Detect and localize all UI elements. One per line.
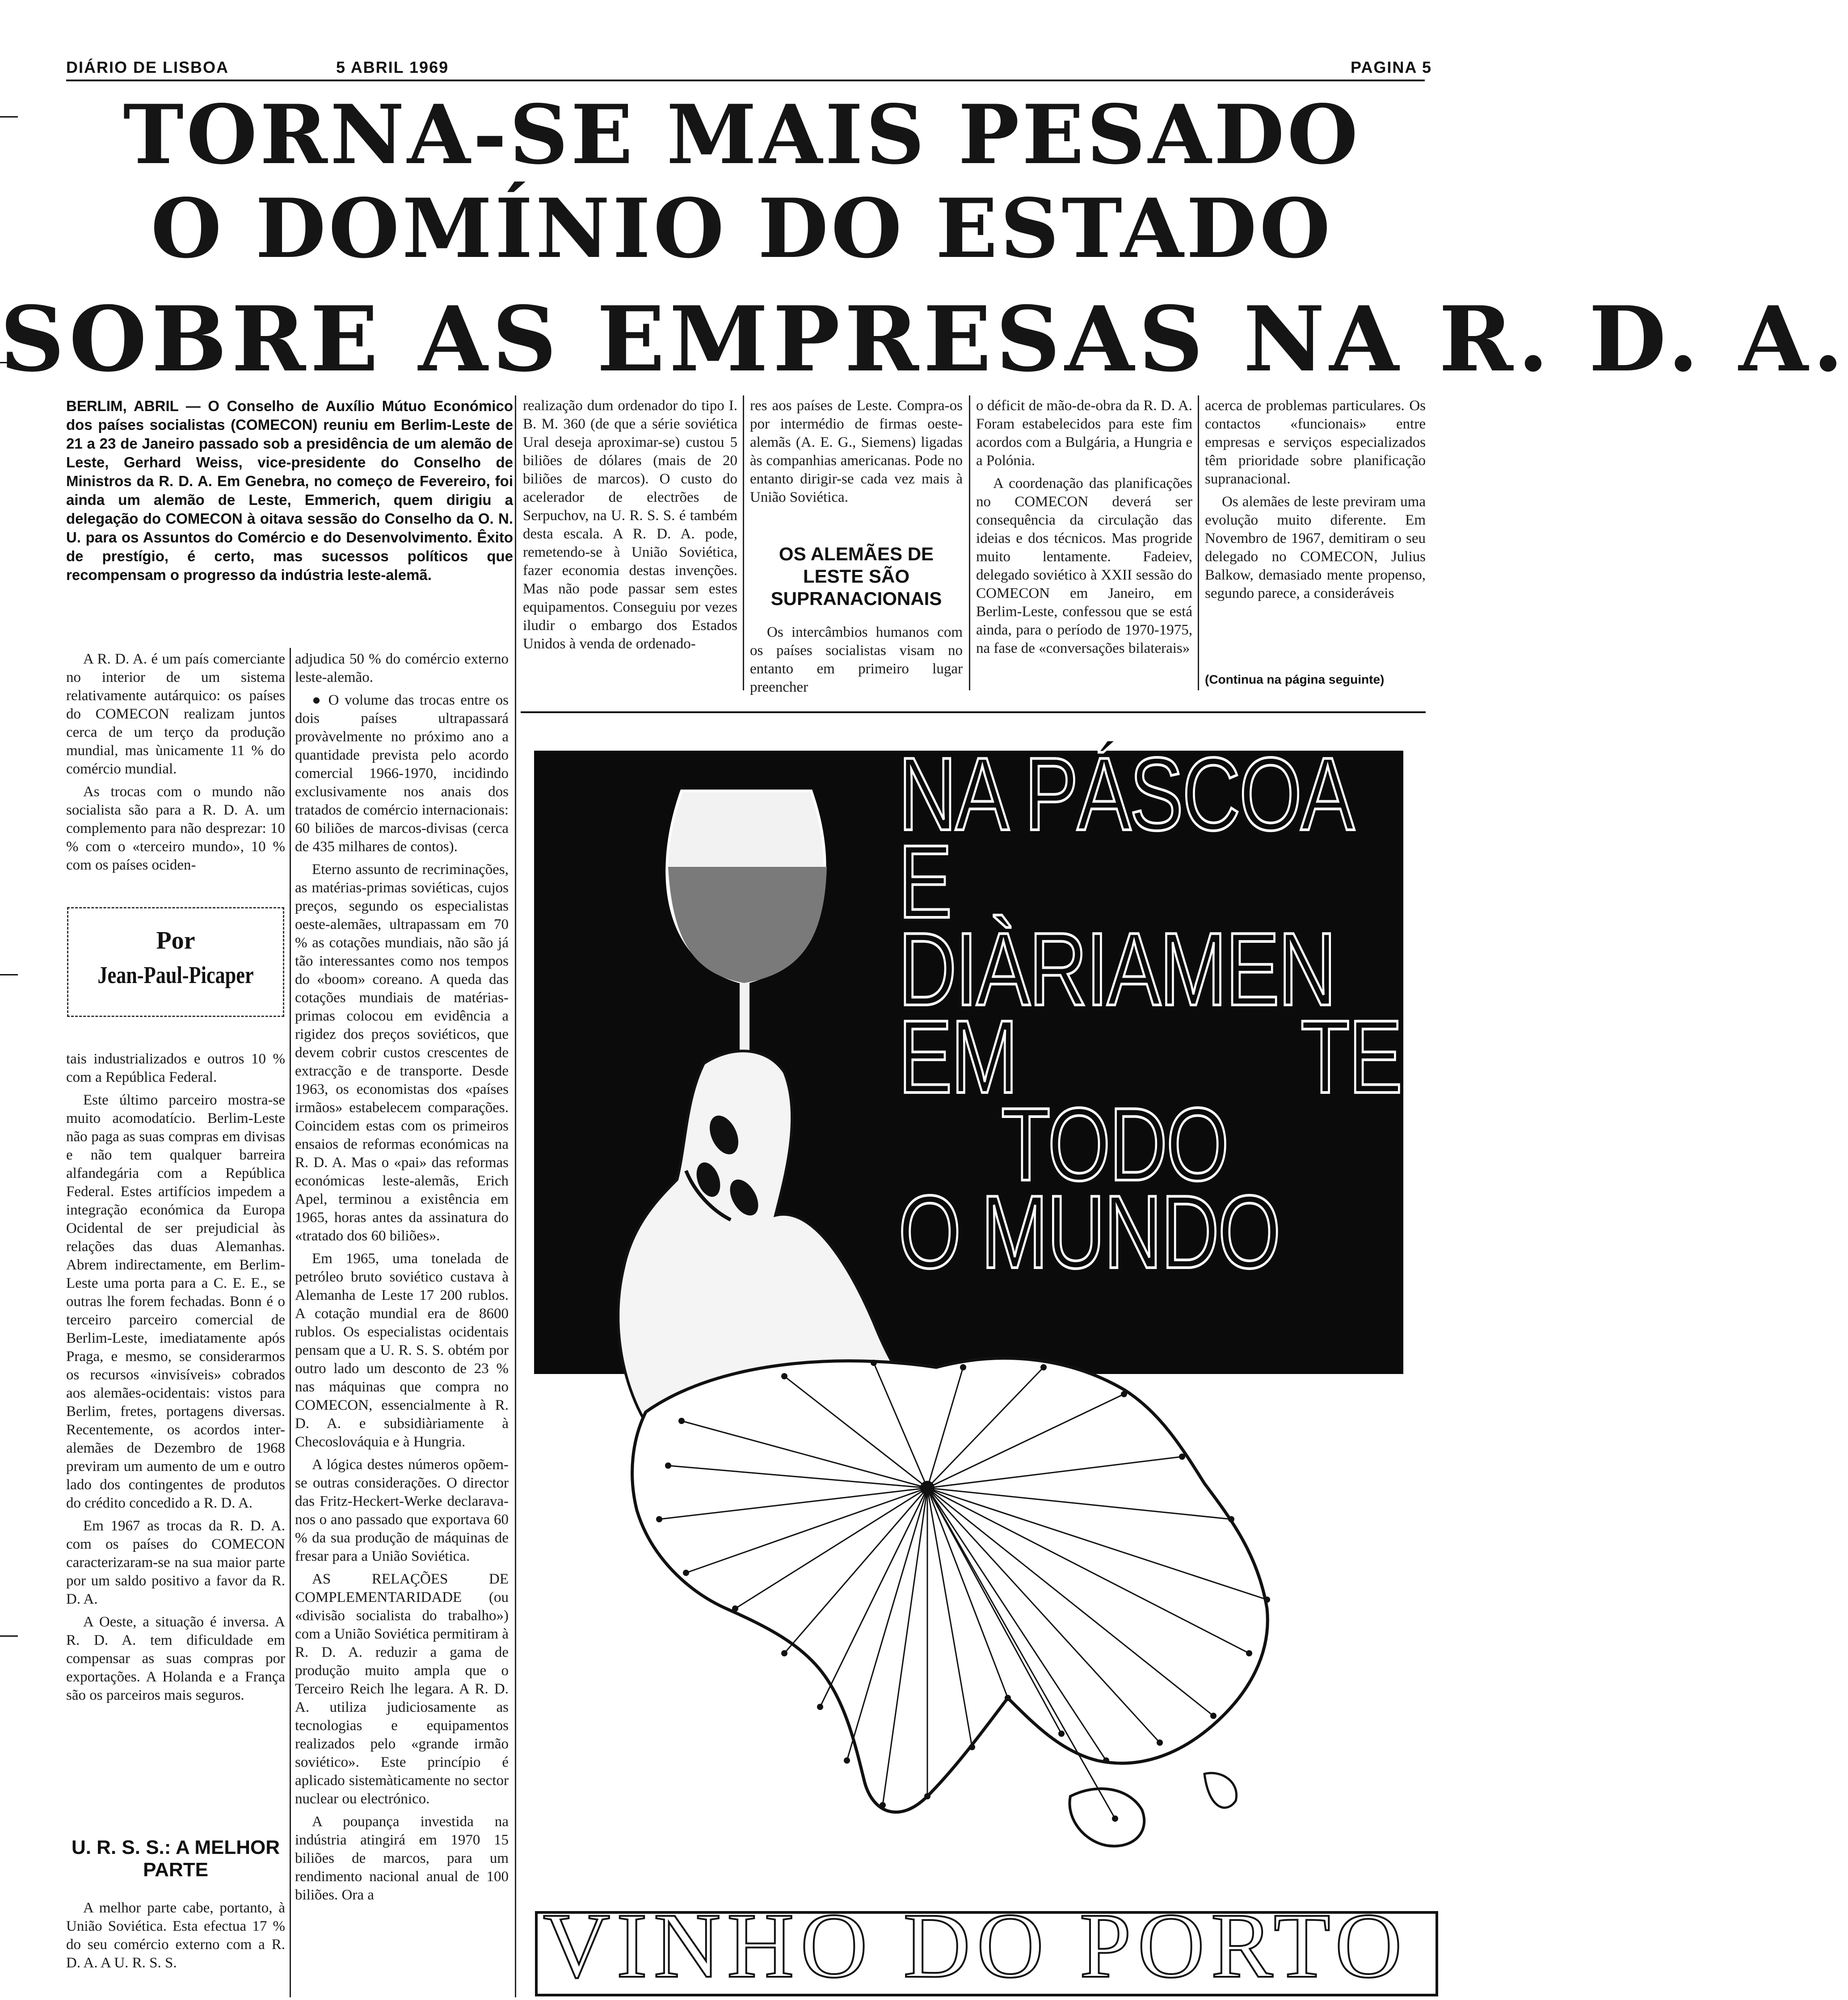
paragraph: A lógica destes números opõem-se outras considerações. O director das Fritz-Heckert-Werke declarava-nos o ano passado que exportava 60 % da sua produção de máquinas de fresar para a União Soviética.	[295, 1457, 509, 1564]
headline-line3: SOBRE AS EMPRESAS NA R. D. A.	[0, 287, 1848, 392]
continue-note: (Continua na página seguinte)	[1205, 672, 1385, 686]
ad-line-2: E	[898, 824, 951, 940]
paragraph: tais industrializados e outros 10 % com a República Federal.	[66, 1051, 285, 1085]
column-divider	[515, 395, 516, 1997]
paragraph: realização dum ordenador do tipo I. B. M. 360 (de que a série soviética Ural deseja aproximar-se) custou 5 biliões de dólares (mais de 20 biliões de marcos). O custo do acelerador de electrões de Serpuchov, na U. R. S. S. é também desta escala. A R. D. A. pode, remetendo-se à União Soviética, fazer economia destas invenções. Mas não pode passar sem estes equipamentos. Conseguiu por vezes iludir o embargo dos Estados Unidos à venda de ordenado-	[523, 398, 737, 652]
byline-author: Jean-Paul-Picaper	[97, 962, 254, 988]
paragraph: A Oeste, a situação é inversa. A R. D. A. tem dificuldade em compensar as suas compras por exportações. A Holanda e a França são os parceiros mais seguros.	[66, 1614, 285, 1703]
wine-stem	[740, 983, 749, 1055]
masthead-rule	[66, 80, 1425, 81]
column-divider	[1198, 395, 1199, 690]
headline-line1: TORNA-SE MAIS PESADO	[123, 87, 1361, 182]
paragraph: A coordenação das planificações no COMECON deverá ser consequência da circulação das ideias e dos técnicos. Mas progride muito lentamente. Fadeiev, delegado soviético à XXII sessão do COMECON em Janeiro, em Berlim-Leste, confessou que se está ainda, para o período de 1970-1975, na fase de «conversações bilaterais»	[976, 475, 1192, 656]
ad-line-5: TE	[1301, 999, 1402, 1115]
column-divider	[290, 648, 291, 1997]
masthead-date: 5 ABRIL 1969	[336, 58, 449, 76]
column-6	[1205, 397, 1426, 665]
subhead-supranacionais: OS ALEMÃES DE LESTE SÃO SUPRANACIONAIS	[770, 543, 942, 609]
paragraph: Os alemães de leste previram uma evolução muito diferente. Em Novembro de 1967, demitiram o seu delegado no COMECON, Julius Balkow, demasiado mente propenso, segundo parece, a consideráveis	[1205, 494, 1426, 601]
paragraph: A melhor parte cabe, portanto, à União Soviética. Esta efectua 17 % do seu comércio externo com a R. D. A. A U. R. S. S.	[66, 1900, 285, 1971]
wine-liquid	[668, 867, 827, 983]
ad-line-1: NA PÁSCOA	[898, 736, 1353, 852]
paragraph: acerca de problemas particulares. Os contactos «funcionais» entre empresas e serviços especializados têm prioridade sobre planificação supranacional.	[1205, 398, 1426, 487]
column-1-end	[66, 1899, 285, 1997]
ad-brand: VINHO DO PORTO	[543, 1894, 1409, 1997]
column-divider	[969, 395, 970, 690]
byline-box	[67, 907, 284, 1017]
column-4-top	[750, 397, 963, 544]
paragraph: A R. D. A. é um país comerciante no interior de um sistema relativamente autárquico: os países do COMECON realizam juntos cerca de um terço da produção mundial, mas ùnicamente 11 % do comércio mundial.	[66, 651, 285, 777]
margin-tick	[0, 974, 18, 975]
paragraph: res aos países de Leste. Compra-os por intermédio de firmas oeste-alemãs (A. E. G., Siemens) ligadas às companhias americanas. Pode no entanto dirigir-se cada vez mais à União Soviética.	[750, 398, 963, 505]
paragraph: Eterno assunto de recriminações, as matérias-primas soviéticas, cujos preços, segundo os especialistas oeste-alemães, ultrapassam em 70 % as cotações mundiais, não são já tão interessantes como nos tempos do «boom» coreano. A queda das cotações mundiais de matérias-primas colocou em evidência a rigidez dos preços soviéticos, que devem cobrir custos crescentes de extracção e de transporte. Desde 1963, os economistas dos «países irmãos» estabelecem comparações. Coincidem estas com os primeiros ensaios de reformas económicas na R. D. A. Mas o «pai» das reformas económicas leste-alemãs, Erich Apel, terminou a existência em 1965, horas antes da assinatura do «tratado dos 60 biliões».	[295, 861, 509, 1244]
column-5	[976, 397, 1192, 692]
masthead-page: PAGINA 5	[1351, 58, 1432, 76]
margin-tick	[0, 1635, 18, 1637]
paragraph: Este último parceiro mostra-se muito acomodatício. Berlim-Leste não paga as suas compras em divisas e não tem qualquer barreira alfandegária com a República Federal. Estes artifícios impedem a integração económica da Europa Ocidental de ser prejudicial às relações das duas Alemanhas. Abrem indirectamente, em Berlim-Leste uma porta para a C. E. E., se outras lhe forem fechadas. Bonn é o terceiro parceiro comercial de Berlim-Leste, imediatamente após Praga, e mesmo, se considerarmos os recursos «invisíveis» cobrados aos alemães-ocidentais: vistos para Berlim, fretes, portagens diversas. Recentemente, os acordos inter-alemães de Dezembro de 1968 previram um aumento de um e outro lado dos contingentes de produtos do crédito concedido a R. D. A.	[66, 1092, 285, 1511]
headline-line2: O DOMÍNIO DO ESTADO	[151, 181, 1333, 276]
column-2	[295, 650, 509, 1995]
ad-top-rule	[521, 711, 1426, 713]
paragraph: ● O volume das trocas entre os dois países ultrapassará provàvelmente no próximo ano a quantidade prevista pelo acordo comercial 1966-1970, incidindo exclusivamente nos anais dos tratados de comércio internacionais: 60 biliões de marcos-divisas (cerca de 435 milhares de contos).	[295, 692, 509, 855]
paragraph: A poupança investida na indústria atingirá em 1970 15 biliões de marcos, para um rendimento nacional anual de 100 biliões. Ora a	[295, 1814, 509, 1903]
column-3	[523, 397, 737, 692]
paragraph: AS RELAÇÕES DE COMPLEMENTARIDADE (ou «divisão socialista do trabalho») com a União Soviética permitiram à R. D. A. reduzir a gama de produção muito ampla que o Terceiro Reich lhe legara. A R. D. A. utiliza judiciosamente as tecnologias e equipamentos realizados pelo «grande irmão soviético». Este princípio é aplicado sistemàticamente no sector nuclear ou electrónico.	[295, 1571, 509, 1807]
ad-line-6: TODO	[1001, 1087, 1228, 1202]
ad-line-4: EM	[898, 999, 1017, 1115]
lead-paragraph: BERLIM, ABRIL — O Conselho de Auxílio Mútuo Económico dos países socialistas (COMECON) reuniu em Berlim-Leste de 21 a 23 de Janeiro passado sob a presidência de um alemão de Leste, Gerhard Weiss, vice-presidente do Conselho de Ministros da R. D. A. Em Genebra, no começo de Fevereiro, foi ainda um alemão de Leste, Emmerich, quem dirigiu a delegação do COMECON à oitava sessão do Conselho da O. N. U. para os Assuntos do Comércio e do Desenvolvimento. Êxito de prestígio, é certo, mas sucessos políticos que recompensam o progresso da indústria leste-alemã.	[66, 398, 513, 583]
world-map-icon	[632, 1358, 1268, 1812]
paragraph: Em 1965, uma tonelada de petróleo bruto soviético custava à Alemanha de Leste 17 200 rublos. A cotação mundial era de 8600 rublos. Os especialistas ocidentais pensam que a U. R. S. S. obtém por outro lado um desconto de 23 % nas máquinas que compra no COMECON, essencialmente à R. D. A. e subsidiàriamente à Checoslováquia e à Hungria.	[295, 1251, 509, 1450]
ad-line-7: O MUNDO	[898, 1174, 1280, 1290]
paragraph: Em 1967 as trocas da R. D. A. com os países do COMECON caracterizaram-se na sua maior parte por um saldo positivo a favor da R. D. A.	[66, 1518, 285, 1607]
paragraph: Os intercâmbios humanos com os países socialistas visam no entanto em primeiro lugar preencher	[750, 624, 963, 695]
subhead-urss: U. R. S. S.: A MELHOR PARTE	[71, 1836, 280, 1881]
paragraph: o déficit de mão-de-obra da R. D. A. Foram estabelecidos para este fim acordos com a Bulgária, a Hungria e a Polónia.	[976, 398, 1192, 469]
column-4-bottom	[750, 623, 963, 695]
column-1-bottom	[66, 1050, 285, 1814]
ad-line-3: DIÀRIAMEN	[898, 912, 1335, 1027]
byline-prefix: Por	[156, 927, 195, 954]
paragraph: adjudica 50 % do comércio externo leste-alemão.	[295, 651, 509, 685]
column-divider	[743, 395, 744, 690]
masthead-paper: DIÁRIO DE LISBOA	[66, 58, 229, 76]
column-1-top	[66, 650, 285, 882]
paragraph: As trocas com o mundo não socialista são para a R. D. A. um complemento para não desprezar: 10 % com o «terceiro mundo», 10 % com os países ociden-	[66, 784, 285, 873]
